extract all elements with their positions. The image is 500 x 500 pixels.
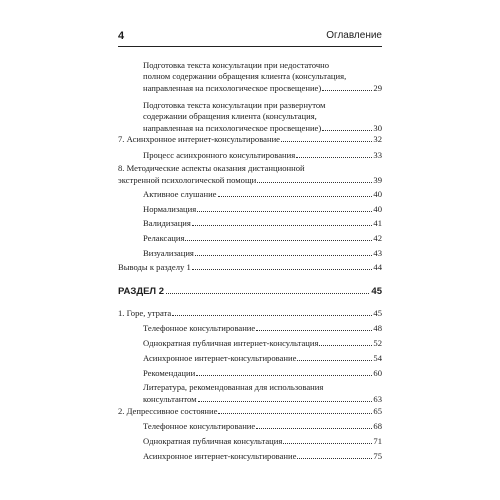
section-page: 45 <box>371 286 382 297</box>
dot-leader <box>195 247 373 256</box>
dot-leader <box>256 420 372 429</box>
toc-entry-text: Однократная публичная консультация <box>143 436 283 446</box>
toc-entry-line <box>143 337 382 348</box>
toc-entry-text: 7. Асинхронное интернет-консультирование <box>118 134 281 144</box>
toc-entry-line <box>118 133 382 144</box>
toc-page-number: 42 <box>373 233 382 243</box>
section-heading[interactable] <box>118 284 382 296</box>
toc-entry-line <box>143 247 382 258</box>
toc-entry-text: Телефонное консультирование <box>143 421 256 431</box>
toc-entry-text: содержании обращения клиента (консультация, <box>143 111 317 121</box>
toc-page-number: 60 <box>373 368 382 378</box>
toc-page-number: 63 <box>373 394 382 404</box>
toc-entry-text: полном содержании обращения клиента (консультация, <box>143 71 347 81</box>
running-title: Оглавление <box>326 30 382 41</box>
toc-entry-line <box>143 149 382 160</box>
toc-entry-text: Однократная публичная интернет-консультация <box>143 338 319 348</box>
toc-page-number: 39 <box>373 175 382 185</box>
toc-entry-text: направленная на психологическое просвещение) <box>143 123 322 133</box>
toc-entry-line <box>118 405 382 416</box>
toc-entry-text: Выводы к разделу 1 <box>118 262 191 272</box>
dot-leader <box>257 174 372 183</box>
dot-leader <box>198 393 373 402</box>
section-label: РАЗДЕЛ 2 <box>118 286 165 297</box>
dot-leader <box>218 188 373 197</box>
toc-page-number: 40 <box>373 204 382 214</box>
toc-entry-text: Визуализация <box>143 248 194 258</box>
toc-page-number: 75 <box>373 451 382 461</box>
dot-leader <box>296 149 372 158</box>
toc-entry-line <box>143 203 382 214</box>
dot-leader <box>283 435 372 444</box>
toc-entry-text: Рекомендации <box>143 368 196 378</box>
toc-entry-line <box>143 188 382 199</box>
toc-entry-text: 1. Горе, утрата <box>118 308 172 318</box>
toc-page-number: 40 <box>373 189 382 199</box>
toc-entry-text: Асинхронное интернет-консультирование <box>143 451 297 461</box>
dot-leader <box>322 82 372 91</box>
dot-leader <box>297 450 372 459</box>
toc-page-number: 52 <box>373 338 382 348</box>
toc-entry-text: Валидизация <box>143 218 191 228</box>
dot-leader <box>281 133 372 142</box>
toc-entry-text: 8. Методические аспекты оказания дистанционной <box>118 163 305 173</box>
toc-entry-line <box>143 435 382 446</box>
toc-entry-text: Нормализация <box>143 204 197 214</box>
toc-entry-text: Подготовка текста консультации при развернутом <box>143 100 326 110</box>
dot-leader <box>218 405 372 414</box>
toc-entry-text: экстренной психологической помощи <box>118 175 257 185</box>
toc-entry-text: Релаксация <box>143 233 185 243</box>
toc-entry-line <box>143 420 382 431</box>
toc-entry-line <box>118 307 382 318</box>
dot-leader <box>196 367 372 376</box>
toc-entry-text: Литература, рекомендованная для использования <box>143 382 324 392</box>
dot-leader <box>322 122 372 131</box>
toc-entry-line <box>118 261 382 272</box>
toc-page-number: 33 <box>373 150 382 160</box>
toc-entry-line <box>143 322 382 333</box>
toc-entry-line <box>143 122 382 133</box>
dot-leader <box>319 337 372 346</box>
toc-entry-line <box>143 393 382 404</box>
toc-entry-text: Телефонное консультирование <box>143 323 256 333</box>
toc-page-number: 30 <box>373 123 382 133</box>
toc-entry-text: 2. Депрессивное состояние <box>118 406 218 416</box>
toc-entry-text: Подготовка текста консультации при недостаточно <box>143 60 330 70</box>
toc-entry-text: консультантом <box>143 394 197 404</box>
dot-leader <box>192 217 373 226</box>
toc-page-number: 41 <box>373 218 382 228</box>
toc-page-number: 32 <box>373 134 382 144</box>
toc-page-number: 44 <box>373 262 382 272</box>
page-number: 4 <box>118 30 125 42</box>
toc-page-number: 29 <box>373 83 382 93</box>
toc-entry-line <box>143 450 382 461</box>
dot-leader <box>197 203 372 212</box>
dot-leader <box>192 261 373 270</box>
dot-leader <box>256 322 372 331</box>
toc-page-number: 68 <box>373 421 382 431</box>
toc-entry-line <box>143 232 382 243</box>
dot-leader <box>185 232 372 241</box>
toc-page-number: 45 <box>373 308 382 318</box>
toc-entry-line <box>143 352 382 363</box>
toc-page-number: 48 <box>373 323 382 333</box>
toc-page-number: 65 <box>373 406 382 416</box>
dot-leader <box>166 284 369 294</box>
toc-entry-line <box>143 217 382 228</box>
toc-entry-line <box>118 174 382 185</box>
toc-entry-text: Активное слушание <box>143 189 217 199</box>
toc-page-number: 71 <box>373 436 382 446</box>
toc-entry-text: Асинхронное интернет-консультирование <box>143 353 297 363</box>
toc-page-number: 54 <box>373 353 382 363</box>
toc-entry-text: направленная на психологическое просвещение) <box>143 83 322 93</box>
toc-entry-text: Процесс асинхронного консультирования <box>143 150 296 160</box>
dot-leader <box>172 307 372 316</box>
toc-entry-line <box>143 367 382 378</box>
toc-page-number: 43 <box>373 248 382 258</box>
toc-entry-line <box>143 82 382 93</box>
dot-leader <box>297 352 372 361</box>
